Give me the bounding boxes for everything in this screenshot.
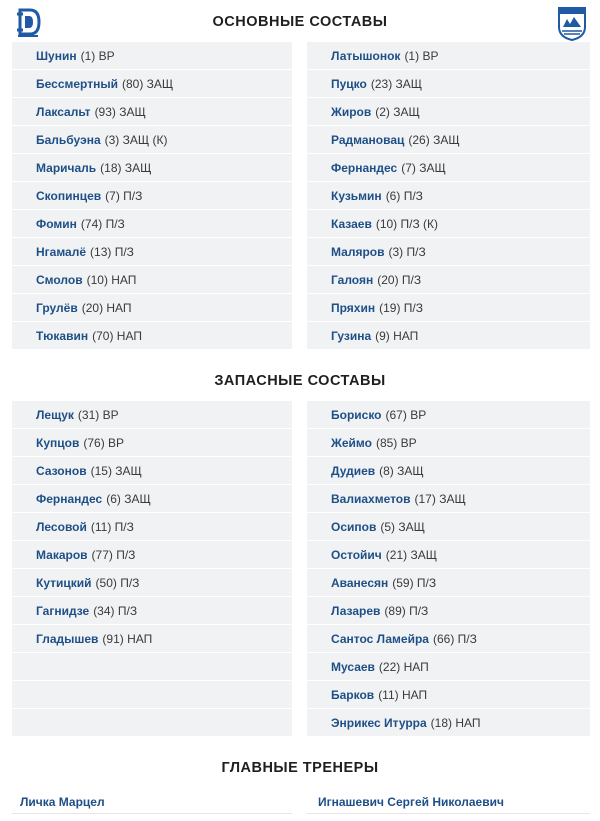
- player-name-link[interactable]: Маричаль: [36, 160, 97, 175]
- player-name-link[interactable]: Лесовой: [36, 519, 87, 534]
- player-name-link[interactable]: Кутицкий: [36, 575, 92, 590]
- player-name-link[interactable]: Аванесян: [331, 575, 389, 590]
- away-lineup-list: [307, 42, 590, 350]
- player-number-position: (7) ЗАЩ: [401, 160, 446, 175]
- player-name-link[interactable]: Фернандес: [331, 160, 398, 175]
- player-row: [307, 266, 590, 293]
- away-coach-link[interactable]: Игнашевич Сергей Николаевич: [318, 795, 504, 809]
- player-row: [307, 513, 590, 540]
- home-lineup-list: [12, 42, 292, 350]
- player-name-link[interactable]: Латышонок: [331, 48, 401, 63]
- player-name-link[interactable]: Галоян: [331, 272, 374, 287]
- player-name-link[interactable]: Купцов: [36, 435, 80, 450]
- player-name-link[interactable]: Кузьмин: [331, 188, 382, 203]
- player-number-position: (2) ЗАЩ: [375, 104, 420, 119]
- player-number-position: (10) НАП: [86, 272, 137, 287]
- player-number-position: (59) П/З: [392, 575, 437, 590]
- player-name-link[interactable]: Бальбуэна: [36, 132, 101, 147]
- player-number-position: (67) ВР: [385, 407, 427, 422]
- player-row: [12, 569, 292, 596]
- player-name-link[interactable]: Лазарев: [331, 603, 381, 618]
- player-number-position: (8) ЗАЩ: [379, 463, 424, 478]
- player-number-position: (1) ВР: [80, 48, 115, 63]
- player-number-position: (50) П/З: [95, 575, 140, 590]
- player-name-link[interactable]: Казаев: [331, 216, 372, 231]
- player-row: [12, 294, 292, 321]
- player-row: [307, 625, 590, 652]
- coach-divider: [307, 813, 590, 814]
- player-row: [12, 681, 292, 708]
- player-name-link[interactable]: Пряхин: [331, 300, 376, 315]
- player-row: [12, 322, 292, 349]
- player-name-link[interactable]: Бориско: [331, 407, 382, 422]
- player-number-position: (26) ЗАЩ: [408, 132, 460, 147]
- player-row: [12, 429, 292, 456]
- player-number-position: (31) ВР: [77, 407, 119, 422]
- player-number-position: (10) П/З (К): [375, 216, 439, 231]
- player-name-link[interactable]: Фернандес: [36, 491, 103, 506]
- player-row: [12, 70, 292, 97]
- player-row: [12, 709, 292, 736]
- player-number-position: (18) ЗАЩ: [100, 160, 152, 175]
- player-row: [12, 98, 292, 125]
- player-row: [307, 569, 590, 596]
- player-number-position: (5) ЗАЩ: [380, 519, 425, 534]
- player-row: [12, 513, 292, 540]
- player-name-link[interactable]: Сазонов: [36, 463, 87, 478]
- player-row: [307, 485, 590, 512]
- player-row: [307, 457, 590, 484]
- player-number-position: (11) НАП: [378, 687, 428, 702]
- player-number-position: (20) П/З: [377, 272, 422, 287]
- player-number-position: (1) ВР: [404, 48, 439, 63]
- player-name-link[interactable]: Остойич: [331, 547, 382, 562]
- player-number-position: (22) НАП: [378, 659, 429, 674]
- player-number-position: (11) П/З: [90, 519, 134, 534]
- player-row: [307, 294, 590, 321]
- player-name-link[interactable]: Гагнидзе: [36, 603, 90, 618]
- player-name-link[interactable]: Фомин: [36, 216, 77, 231]
- player-row: [307, 182, 590, 209]
- player-row: [307, 681, 590, 708]
- club-crest-icon: [556, 5, 588, 41]
- player-number-position: (80) ЗАЩ: [121, 76, 174, 91]
- away-subs-list: [307, 401, 590, 737]
- player-row: [12, 42, 292, 69]
- player-row: [307, 401, 590, 428]
- player-number-position: (15) ЗАЩ: [90, 463, 142, 478]
- player-name-link[interactable]: Бессмертный: [36, 76, 118, 91]
- player-row: [12, 266, 292, 293]
- player-row: [307, 597, 590, 624]
- player-row: [307, 238, 590, 265]
- player-name-link[interactable]: Маляров: [331, 244, 385, 259]
- player-number-position: (93) ЗАЩ: [94, 104, 146, 119]
- player-name-link[interactable]: Осипов: [331, 519, 377, 534]
- player-number-position: (6) П/З: [385, 188, 423, 203]
- player-name-link[interactable]: Нгамалё: [36, 244, 87, 259]
- player-number-position: (17) ЗАЩ: [414, 491, 466, 506]
- main-lineups-title: ОСНОВНЫЕ СОСТАВЫ: [212, 14, 388, 30]
- player-name-link[interactable]: Гузина: [331, 328, 372, 343]
- player-number-position: (7) П/З: [105, 188, 143, 203]
- player-number-position: (66) П/З: [432, 631, 477, 646]
- player-name-link[interactable]: Энрикес Итурра: [331, 715, 427, 730]
- player-name-link[interactable]: Смолов: [36, 272, 83, 287]
- player-number-position: (18) НАП: [430, 715, 481, 730]
- player-number-position: (70) НАП: [92, 328, 142, 343]
- player-row: [307, 653, 590, 680]
- player-name-link[interactable]: Шунин: [36, 48, 77, 63]
- player-number-position: (6) ЗАЩ: [106, 491, 151, 506]
- player-number-position: (13) П/З: [90, 244, 134, 259]
- player-row: [12, 597, 292, 624]
- player-number-position: (34) П/З: [93, 603, 138, 618]
- player-number-position: (76) ВР: [83, 435, 125, 450]
- player-row: [12, 625, 292, 652]
- player-name-link[interactable]: Барков: [331, 687, 375, 702]
- player-row: [12, 401, 292, 428]
- player-row: [12, 210, 292, 237]
- player-row: [12, 653, 292, 680]
- player-number-position: (23) ЗАЩ: [370, 76, 423, 91]
- player-row: [307, 98, 590, 125]
- player-number-position: (3) П/З: [388, 244, 426, 259]
- player-row: [12, 457, 292, 484]
- player-number-position: (77) П/З: [91, 547, 136, 562]
- player-row: [12, 541, 292, 568]
- player-name-link[interactable]: Пуцко: [331, 76, 367, 91]
- player-name-link[interactable]: Радмановац: [331, 132, 405, 147]
- player-name-link[interactable]: Макаров: [36, 547, 88, 562]
- player-row: [12, 238, 292, 265]
- player-number-position: (19) П/З: [379, 300, 423, 315]
- coach-divider: [12, 813, 292, 814]
- player-name-link[interactable]: Валиахметов: [331, 491, 411, 506]
- player-row: [12, 154, 292, 181]
- player-name-link[interactable]: Грулёв: [36, 300, 78, 315]
- player-row: [12, 126, 292, 153]
- player-name-link[interactable]: Тюкавин: [36, 328, 89, 343]
- player-name-link[interactable]: Жиров: [331, 104, 372, 119]
- player-number-position: (74) П/З: [80, 216, 125, 231]
- player-name-link[interactable]: Мусаев: [331, 659, 375, 674]
- player-row: [12, 182, 292, 209]
- player-row: [307, 70, 590, 97]
- player-row: [307, 429, 590, 456]
- player-name-link[interactable]: Сантос Ламейра: [331, 631, 429, 646]
- player-row: [307, 322, 590, 349]
- player-number-position: (21) ЗАЩ: [385, 547, 437, 562]
- player-row: [307, 154, 590, 181]
- player-row: [307, 42, 590, 69]
- player-number-position: (3) ЗАЩ (К): [104, 132, 168, 147]
- player-name-link[interactable]: Жеймо: [331, 435, 372, 450]
- home-coach-link[interactable]: Личка Марцел: [20, 795, 105, 809]
- player-number-position: (20) НАП: [81, 300, 132, 315]
- player-name-link[interactable]: Скопинцев: [36, 188, 102, 203]
- player-name-link[interactable]: Лаксальт: [36, 104, 91, 119]
- player-name-link[interactable]: Лещук: [36, 407, 74, 422]
- player-number-position: (85) ВР: [375, 435, 417, 450]
- player-row: [307, 126, 590, 153]
- player-row: [307, 210, 590, 237]
- home-subs-list: [12, 401, 292, 737]
- player-number-position: (9) НАП: [375, 328, 419, 343]
- subs-title: ЗАПАСНЫЕ СОСТАВЫ: [214, 373, 386, 389]
- player-row: [12, 485, 292, 512]
- player-name-link[interactable]: Гладышев: [36, 631, 99, 646]
- coaches-title: ГЛАВНЫЕ ТРЕНЕРЫ: [221, 760, 379, 776]
- player-row: [307, 709, 590, 736]
- player-row: [307, 541, 590, 568]
- player-name-link[interactable]: Дудиев: [331, 463, 376, 478]
- player-number-position: (91) НАП: [102, 631, 153, 646]
- player-number-position: (89) П/З: [384, 603, 429, 618]
